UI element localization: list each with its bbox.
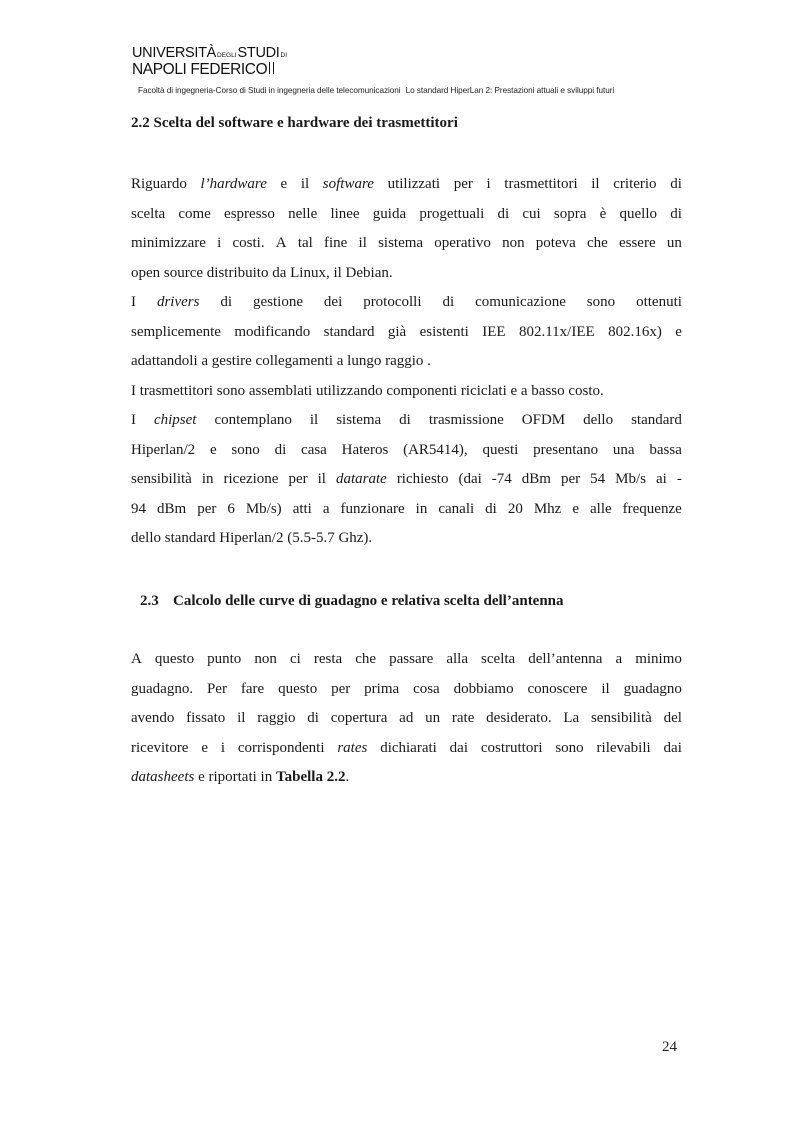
- word: di: [670, 205, 682, 222]
- paragraph-2-2: [131, 170, 682, 554]
- word: di: [670, 176, 682, 192]
- word: IEE: [482, 323, 506, 340]
- word: sono: [231, 441, 260, 458]
- word: dei: [323, 294, 343, 310]
- word: La: [563, 710, 580, 726]
- word: minimo: [635, 651, 682, 667]
- word: software: [322, 176, 374, 192]
- word: guadagno.: [131, 680, 194, 697]
- university-logo: [132, 46, 288, 77]
- word: sistema: [336, 412, 382, 428]
- word: canali: [438, 500, 475, 517]
- text-segment: e riportati in: [194, 769, 276, 785]
- word: corrispondenti: [237, 739, 325, 756]
- word: 802.16x): [608, 323, 662, 340]
- logo-degli: DEGLI: [217, 52, 237, 59]
- text-line: [131, 465, 682, 495]
- word: avendo: [131, 710, 175, 726]
- text-line: [131, 675, 682, 705]
- text-line: [131, 524, 682, 554]
- word: modificando: [234, 323, 311, 340]
- word: a: [322, 500, 330, 517]
- word: di: [307, 710, 319, 726]
- word: comunicazione: [475, 294, 566, 310]
- word: standard: [323, 323, 375, 340]
- word: -74: [491, 471, 512, 487]
- word: come: [178, 205, 211, 222]
- word: alla: [446, 651, 468, 667]
- word: OFDM: [521, 412, 566, 428]
- word: poteva: [535, 235, 576, 251]
- word: e: [572, 500, 579, 517]
- word: ai: [655, 471, 667, 487]
- word: a: [615, 651, 623, 667]
- word: e: [209, 441, 217, 458]
- word: esistenti: [419, 323, 469, 340]
- text-line: [131, 406, 682, 436]
- word: I: [131, 412, 136, 428]
- word: gestione: [252, 294, 303, 310]
- word: dobbiamo: [453, 680, 514, 697]
- word: tal: [297, 235, 313, 251]
- word: è: [599, 205, 607, 222]
- word: non: [502, 235, 525, 251]
- line-text: adattandoli a gestire collegamenti a lungo raggio .: [131, 353, 431, 369]
- word: per: [331, 680, 351, 697]
- word: non: [254, 651, 277, 667]
- word: passare: [389, 651, 434, 667]
- word: scelta: [481, 651, 516, 667]
- paragraph-2-3: [131, 645, 682, 793]
- word: conoscere: [527, 680, 588, 697]
- word: fare: [240, 680, 265, 697]
- word: di: [485, 500, 497, 517]
- word: protocolli: [363, 294, 422, 310]
- word: per: [453, 176, 473, 192]
- word: desiderato.: [486, 710, 552, 726]
- word: dBm: [521, 471, 551, 487]
- word: A: [131, 651, 142, 667]
- text-segment: datasheets: [131, 769, 195, 785]
- word: i: [486, 176, 491, 192]
- section-title: Calcolo delle curve di guadagno e relativa scelta dell’antenna: [173, 593, 564, 609]
- word: alle: [590, 500, 612, 517]
- text-line: [131, 200, 682, 230]
- word: Riguardo: [131, 176, 187, 192]
- text-line: [131, 495, 682, 525]
- logo-universita: UNIVERSITÀ: [132, 45, 217, 61]
- word: i: [220, 739, 225, 756]
- text-line: [131, 288, 682, 318]
- word: bassa: [649, 441, 682, 458]
- word: dell’antenna: [528, 651, 603, 667]
- logo-napoli-federico: NAPOLI FEDERICO: [132, 60, 268, 78]
- word: il: [601, 680, 610, 697]
- word: raggio: [257, 710, 296, 726]
- word: I: [131, 294, 136, 310]
- word: ricezione: [223, 471, 279, 487]
- word: cosa: [413, 680, 440, 697]
- word: il: [358, 235, 367, 251]
- line-text: dello standard Hiperlan/2 (5.5-5.7 Ghz).: [131, 530, 373, 546]
- word: prima: [364, 680, 400, 697]
- word: trasmettitori: [504, 176, 578, 192]
- word: fissato: [186, 710, 226, 726]
- word: fine: [324, 235, 348, 251]
- word: semplicemente: [131, 323, 221, 340]
- word: il: [309, 412, 319, 428]
- word: contemplano: [214, 412, 292, 428]
- word: che: [586, 235, 608, 251]
- text-line: [131, 704, 682, 734]
- word: Hiperlan/2: [131, 441, 196, 458]
- word: atti: [292, 500, 312, 517]
- word: già: [387, 323, 407, 340]
- text-line: [131, 347, 682, 377]
- text-line: [131, 734, 682, 764]
- word: Mb/s): [245, 500, 282, 517]
- word: 802.11x/IEE: [518, 323, 595, 340]
- word: rate: [451, 710, 475, 726]
- word: l’hardware: [200, 176, 267, 192]
- word: progettuali: [419, 205, 485, 222]
- word: dichiarati: [380, 739, 437, 756]
- word: di: [399, 412, 411, 428]
- word: un: [425, 710, 441, 726]
- word: rates: [337, 739, 368, 756]
- word: minimizzare: [131, 235, 206, 251]
- word: dai: [449, 739, 468, 756]
- text-line: [131, 229, 682, 259]
- word: trasmissione: [428, 412, 504, 428]
- logo-line-2: [132, 62, 288, 78]
- word: ricevitore: [131, 739, 189, 756]
- word: rilevabili: [596, 739, 651, 756]
- running-header-title: Lo standard HiperLan 2: Prestazioni attuali e sviluppi futuri: [405, 86, 615, 95]
- word: 94: [131, 500, 146, 517]
- text-line: [131, 318, 682, 348]
- word: per: [197, 500, 217, 517]
- word: in: [201, 471, 214, 487]
- word: il: [300, 176, 310, 192]
- word: presentano: [533, 441, 599, 458]
- word: datarate: [335, 471, 387, 487]
- word: il: [317, 471, 326, 487]
- word: questo: [278, 680, 318, 697]
- word: guida: [372, 205, 407, 222]
- word: dBm: [157, 500, 187, 517]
- word: per: [288, 471, 308, 487]
- section-heading-2-2: 2.2 Scelta del software e hardware dei trasmettitori: [131, 115, 458, 131]
- word: chipset: [153, 412, 197, 428]
- word: operativo: [434, 235, 491, 251]
- word: 6: [227, 500, 235, 517]
- word: ad: [399, 710, 414, 726]
- text-line: [131, 259, 682, 289]
- word: Hateros: [341, 441, 389, 458]
- word: e: [675, 323, 682, 340]
- word: un: [666, 235, 682, 251]
- word: il: [237, 710, 246, 726]
- word: di: [442, 294, 455, 310]
- word: (dai: [458, 471, 482, 487]
- running-header: [138, 86, 698, 95]
- word: per: [560, 471, 581, 487]
- word: Mhz: [533, 500, 562, 517]
- logo-di: DI: [280, 52, 288, 59]
- text-line: [131, 377, 682, 407]
- word: di: [274, 441, 287, 458]
- word: ottenuti: [636, 294, 682, 310]
- word: scelta: [131, 205, 166, 222]
- word: drivers: [156, 294, 200, 310]
- word: sono: [586, 294, 616, 310]
- word: di: [220, 294, 233, 310]
- word: sono: [555, 739, 584, 756]
- word: sistema: [378, 235, 424, 251]
- word: resta: [313, 651, 343, 667]
- word: cui: [522, 205, 541, 222]
- word: questi: [482, 441, 519, 458]
- word: Mb/s: [615, 471, 646, 487]
- word: Per: [206, 680, 227, 697]
- word: -: [676, 471, 682, 487]
- word: punto: [207, 651, 242, 667]
- word: costruttori: [480, 739, 543, 756]
- word: sensibilità: [131, 471, 192, 487]
- word: in: [415, 500, 428, 517]
- word: richiesto: [396, 471, 449, 487]
- word: del: [663, 710, 682, 726]
- word: questo: [154, 651, 195, 667]
- word: funzionare: [340, 500, 405, 517]
- section-number: 2.3: [140, 593, 159, 609]
- section-heading-2-3: [140, 593, 564, 610]
- text-segment: Tabella 2.2: [275, 769, 346, 785]
- text-line: [131, 170, 682, 200]
- word: criterio: [613, 176, 657, 192]
- logo-studi: STUDI: [237, 45, 280, 61]
- text-line: [131, 645, 682, 675]
- word: casa: [301, 441, 327, 458]
- word: una: [612, 441, 635, 458]
- page-number: 24: [662, 1039, 677, 1055]
- word: sensibilità: [590, 710, 652, 726]
- text-line: [131, 763, 682, 793]
- word: dai: [663, 739, 682, 756]
- line-text: I trasmettitori sono assemblati utilizzando componenti riciclati e a basso costo.: [131, 382, 604, 399]
- running-header-faculty: Facoltà di ingegneria-Corso di Studi in ingegneria delle telecomunicazioni: [138, 86, 401, 95]
- word: i: [217, 235, 222, 251]
- logo-line-1: [132, 46, 288, 61]
- word: espresso: [224, 205, 275, 222]
- word: quello: [619, 205, 657, 222]
- word: sopra: [553, 205, 587, 222]
- word: A: [275, 235, 287, 251]
- text-line: [131, 436, 682, 466]
- word: dello: [583, 412, 614, 428]
- word: costi.: [232, 235, 265, 251]
- word: standard: [631, 412, 682, 428]
- word: essere: [618, 235, 656, 251]
- word: (AR5414),: [403, 441, 468, 458]
- word: nelle: [288, 205, 318, 222]
- word: 54: [590, 471, 606, 487]
- word: di: [497, 205, 510, 222]
- word: ci: [289, 651, 301, 667]
- text-segment: .: [345, 769, 350, 785]
- word: copertura: [330, 710, 388, 726]
- logo-roman-numeral-mark: [269, 62, 274, 74]
- word: che: [355, 651, 377, 667]
- word: utilizzati: [387, 176, 441, 192]
- word: e: [280, 176, 288, 192]
- word: frequenze: [622, 500, 682, 517]
- word: il: [591, 176, 600, 192]
- line-text: open source distribuito da Linux, il Debian.: [131, 264, 393, 281]
- word: linee: [330, 205, 360, 222]
- word: 20: [507, 500, 523, 517]
- word: guadagno: [623, 680, 682, 697]
- word: e: [201, 739, 208, 756]
